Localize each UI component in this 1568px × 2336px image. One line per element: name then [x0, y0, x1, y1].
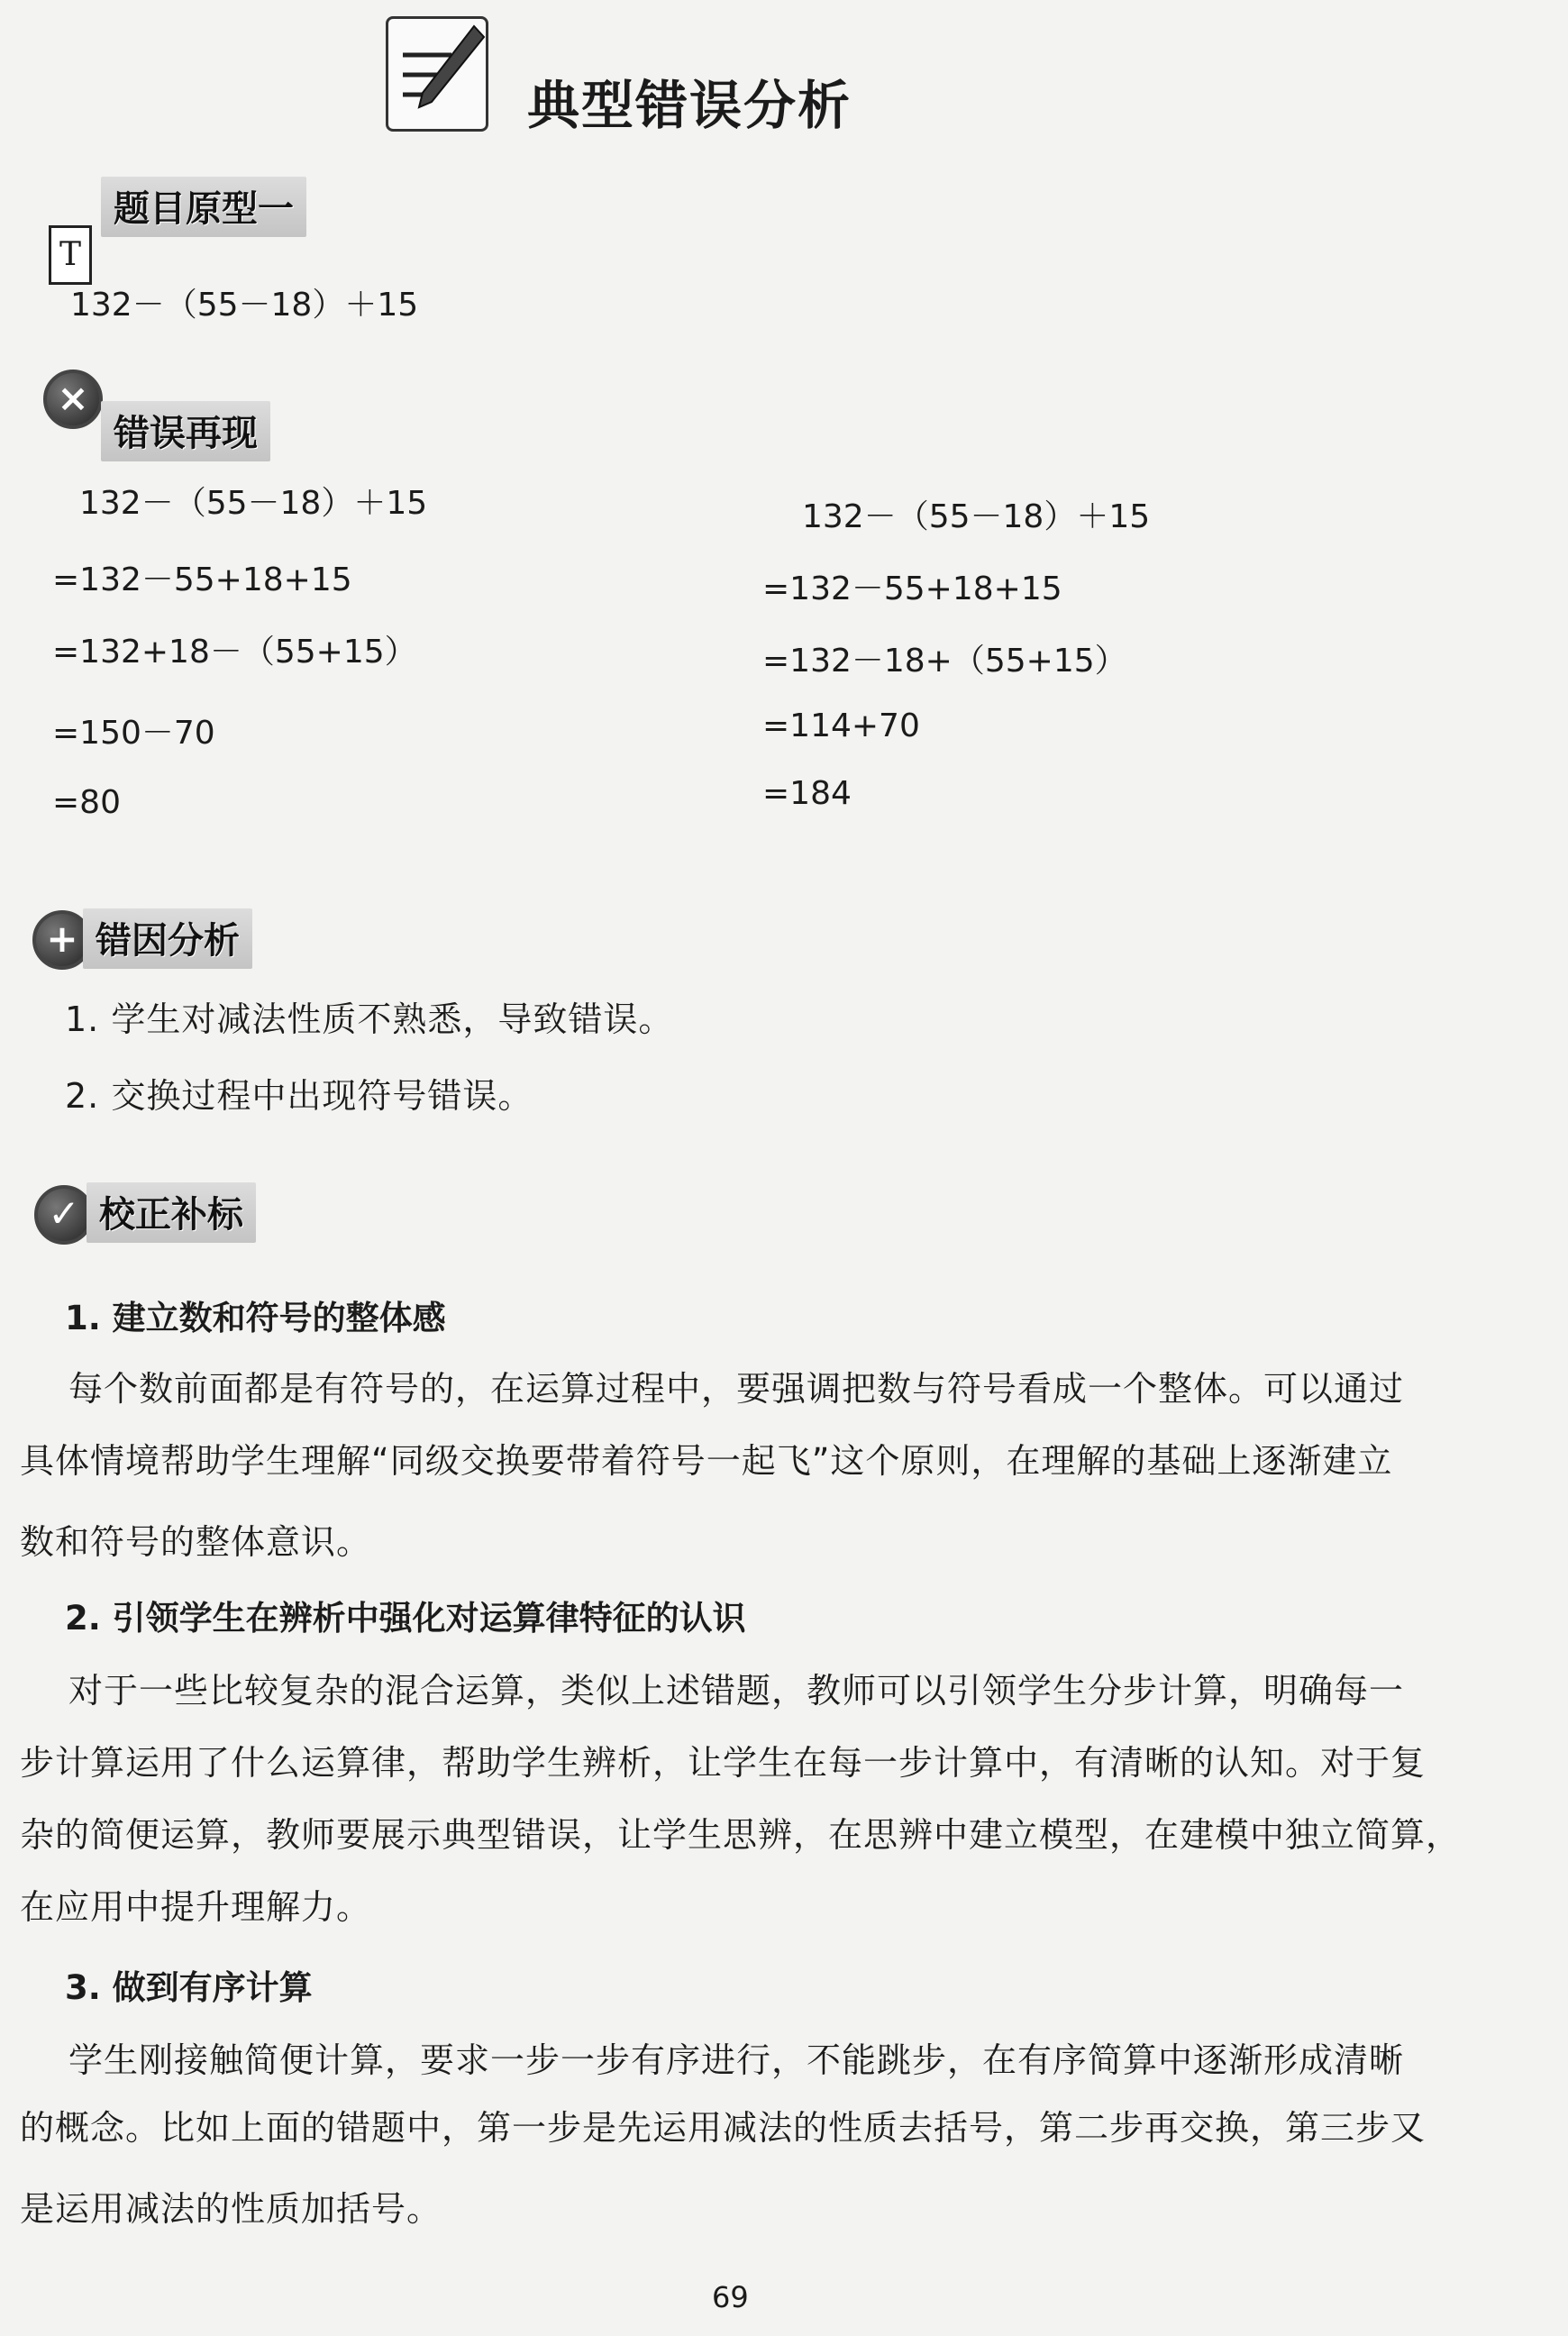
error-left-line-5: =80 [52, 784, 121, 821]
error-right-line-2: =132－55+18+15 [762, 570, 1062, 607]
correction-p3-line-2: 的概念。比如上面的错题中，第一步是先运用减法的性质去括号，第二步再交换，第三步又 [20, 2108, 1427, 2148]
correction-heading-3: 3. 做到有序计算 [65, 1968, 313, 2007]
error-left-line-4: =150－70 [52, 715, 215, 752]
error-right-line-4: =114+70 [762, 707, 920, 744]
correction-p2-line-1: 对于一些比较复杂的混合运算，类似上述错题，教师可以引领学生分步计算，明确每一 [68, 1671, 1405, 1711]
analysis-item-1: 1. 学生对减法性质不熟悉，导致错误。 [65, 999, 674, 1039]
t-letter-icon: T [49, 225, 92, 285]
correction-p1-line-1: 每个数前面都是有符号的，在运算过程中，要强调把数与符号看成一个整体。可以通过 [68, 1369, 1405, 1409]
error-left-line-3: =132+18－（55+15） [52, 634, 417, 671]
correction-p1-line-2: 具体情境帮助学生理解“同级交换要带着符号一起飞”这个原则，在理解的基础上逐渐建立 [20, 1441, 1393, 1481]
error-right-line-1: 132－（55－18）＋15 [802, 498, 1151, 535]
correction-heading-1: 1. 建立数和符号的整体感 [65, 1299, 446, 1337]
prototype-expression: 132－（55－18）＋15 [70, 287, 419, 324]
error-right-line-3: =132－18+（55+15） [762, 643, 1127, 680]
correction-p2-line-2: 步计算运用了什么运算律，帮助学生辨析，让学生在每一步计算中，有清晰的认知。对于复 [20, 1743, 1427, 1783]
error-x-icon: × [43, 370, 103, 429]
correction-p2-line-3: 杂的简便运算，教师要展示典型错误，让学生思辨，在思辨中建立模型，在建模中独立简算， [20, 1815, 1462, 1855]
section-header-prototype: 题目原型一 [101, 177, 306, 237]
check-circle-icon: ✓ [34, 1185, 94, 1245]
analysis-item-2: 2. 交换过程中出现符号错误。 [65, 1076, 533, 1116]
section-header-analysis: 错因分析 [83, 908, 252, 969]
error-right-line-5: =184 [762, 775, 852, 812]
error-left-line-1: 132－（55－18）＋15 [79, 485, 428, 522]
section-header-error: 错误再现 [101, 401, 270, 461]
correction-p3-line-3: 是运用减法的性质加括号。 [20, 2189, 442, 2229]
plus-circle-icon: + [32, 910, 92, 970]
correction-heading-2: 2. 引领学生在辨析中强化对运算律特征的认识 [65, 1599, 746, 1638]
correction-p3-line-1: 学生刚接触简便计算，要求一步一步有序进行，不能跳步，在有序简算中逐渐形成清晰 [68, 2040, 1405, 2080]
correction-p2-line-4: 在应用中提升理解力。 [20, 1887, 372, 1927]
pencil-note-icon [386, 16, 488, 132]
page-title: 典型错误分析 [527, 75, 852, 136]
page-number: 69 [712, 2280, 749, 2314]
section-header-correction: 校正补标 [87, 1182, 256, 1243]
error-left-line-2: =132－55+18+15 [52, 561, 352, 598]
correction-p1-line-3: 数和符号的整体意识。 [20, 1522, 372, 1562]
